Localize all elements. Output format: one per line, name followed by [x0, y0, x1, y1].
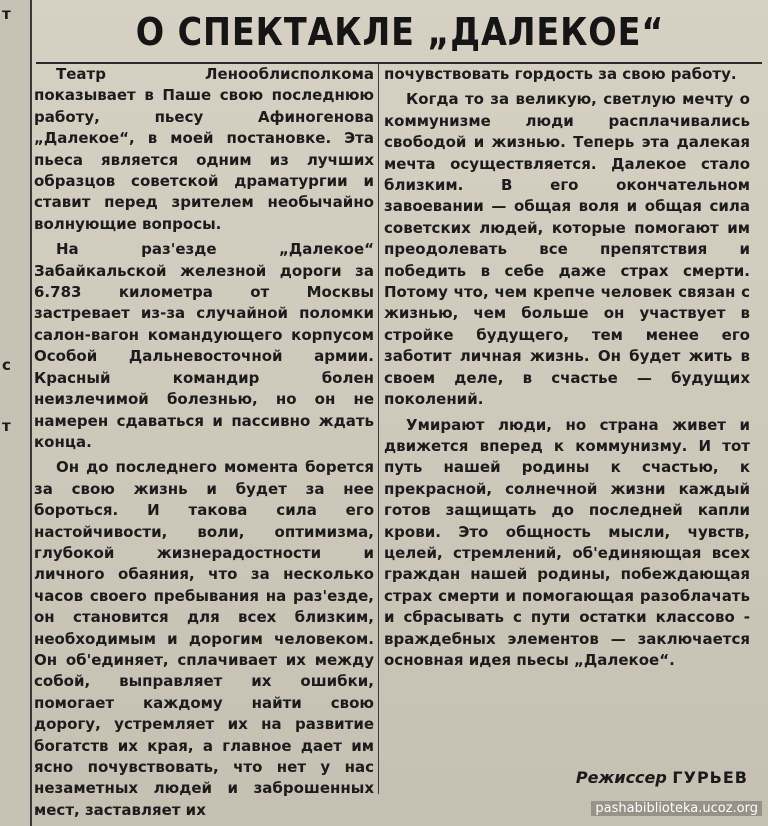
signature-name: ГУРЬЕВ [672, 768, 748, 787]
site-watermark: pashabiblioteka.ucoz.org [591, 801, 762, 816]
signature-role: Режиссер [575, 768, 667, 787]
author-signature [576, 768, 748, 787]
paragraph: Театр Ленооблисполкома показывает в Паше свою последнюю работу, пьесу Афиногенова „Далекое“, в моей постановке. Эта пьеса является одним из лучших образцов советской драматургии и ставит перед зрителем необычайно волнующие вопросы. [34, 65, 374, 233]
left-column [34, 64, 374, 825]
edge-letter: т [2, 417, 11, 435]
paragraph: почувствовать гордость за свою работу. [384, 65, 737, 83]
paragraph: Он до последнего момента борется за свою жизнь и будет за нее бороться. И такова сила его настойчивости, воли, оптимизма, глубокой жизнерадостности и личного обаяния, что за несколько часов своего пребывания на раз'езде, он становится для всех близким, необходимым и дорогим человеком. Он об'единяет, сплачивает их между собой, выправляет их ошибки, помогает каждому найти свою дорогу, устремляет их на развитие богатств их края, а главное дает им ясно почувствовать, что нет у нас незаметных людей и заброшенных мест, заставляет их [34, 458, 374, 819]
edge-letter: с [2, 356, 11, 374]
edge-letter: т [2, 5, 11, 23]
paragraph: На раз'езде „Далекое“ Забайкальской железной дороги за 6.783 километра от Москвы застревает из-за случайной поломки салон-вагон командующего корпусом Особой Дальневосточной армии. Красный командир болен неизлечимой болезнью, но он не намерен сдаваться и пассивно ждать конца. [34, 240, 374, 451]
paragraph: Когда то за великую, светлую мечту о коммунизме люди расплачивались свободой и жизнью. Теперь эта далекая мечта осуществляется. Далекое стало близким. В его окончательном завоевании — общая воля и общая сила советских людей, которые помогают им преодолевать все препятствия и победить в себе даже страх смерти. Потому что, чем крепче человек связан с жизнью, чем больше он участвует в стройке будущего, тем менее его заботит личная жизнь. Он будет жить в своем деле, в счастье — будущих поколений. [384, 90, 750, 409]
right-column [384, 64, 750, 675]
article-headline: О СПЕКТАКЛЕ „ДАЛЕКОЕ“ [135, 10, 665, 54]
paragraph: Умирают люди, но страна живет и движется вперед к коммунизму. И тот путь нашей родины к счастью, к прекрасной, солнечной жизни каждый готов защищать до последней капли крови. Это общность мысли, чувств, целей, стремлений, об'единяющая всех граждан нашей родины, побеждающая страх смерти и помогающая разоблачать и сбрасывать с пути остатки классово - враждебных элементов — заключается основная идея пьесы „Далекое“. [384, 415, 750, 669]
column-divider [378, 64, 379, 794]
adjacent-column-fragment [0, 0, 32, 826]
